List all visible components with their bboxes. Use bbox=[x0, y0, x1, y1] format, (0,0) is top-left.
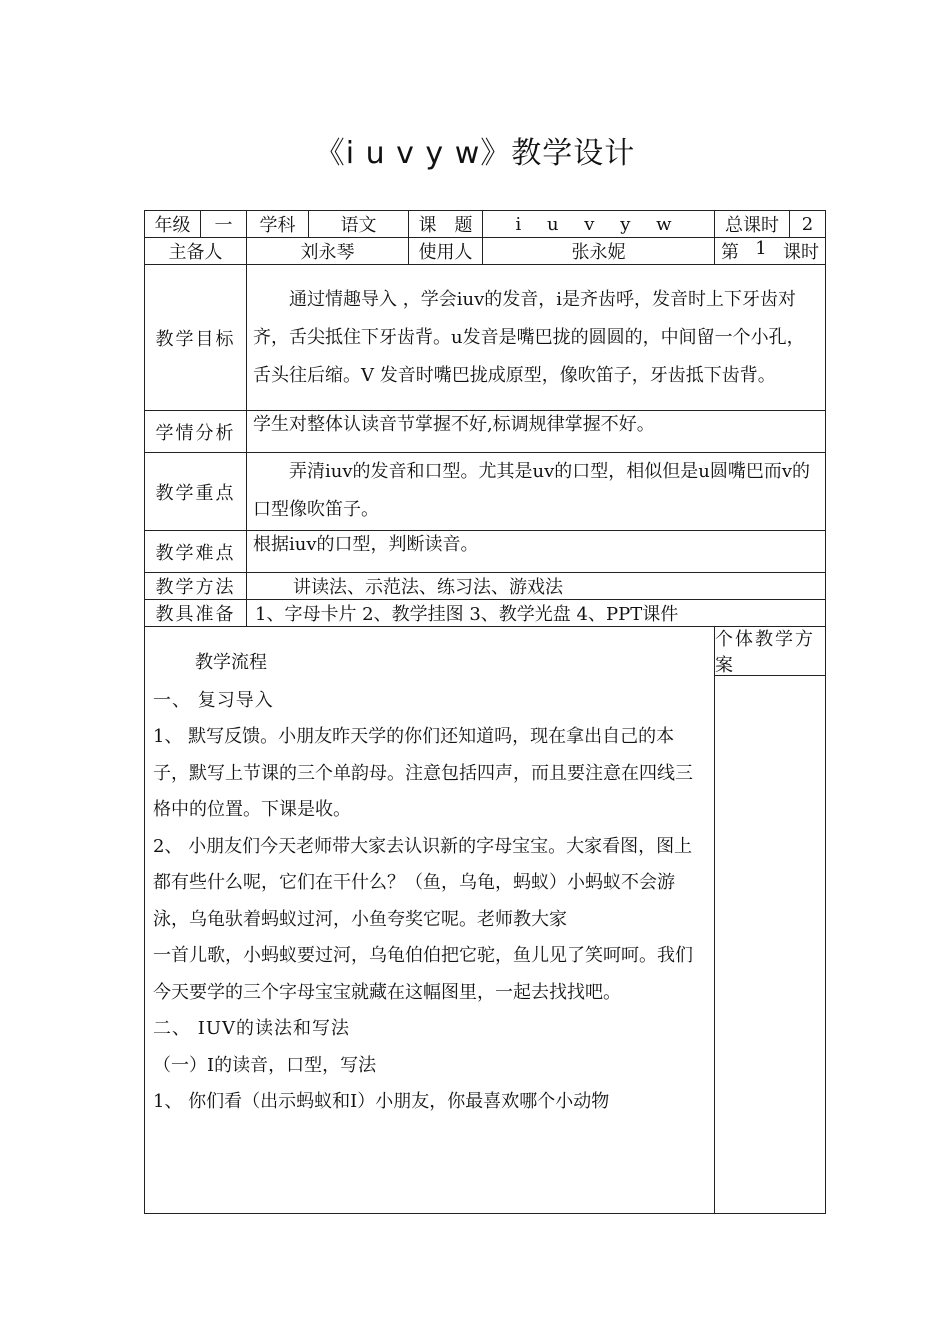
teaching-flow-row bbox=[145, 627, 826, 1214]
section-text: 学生对整体认读音节掌握不好,标调规律掌握不好。 bbox=[247, 411, 826, 453]
topic-value: i u v y w bbox=[483, 211, 715, 238]
section-row-difficulties bbox=[145, 531, 826, 573]
grade-value: 一 bbox=[201, 211, 247, 238]
section-text: 讲读法、示范法、练习法、游戏法 bbox=[247, 573, 826, 600]
lesson-prefix: 第 bbox=[721, 242, 740, 263]
section-label: 教学方法 bbox=[145, 573, 247, 600]
section-text: 通过情趣导入 ，学会iuv的发音，i是齐齿呼，发音时上下牙齿对齐，舌尖抵住下牙齿背。u发音是嘴巴拢的圆圆的，中间留一个小孔，舌头往后缩。V 发音时嘴巴拢成原型，像吹笛子，牙齿抵下齿背。 bbox=[247, 265, 826, 411]
total-hours-value: 2 bbox=[790, 211, 826, 238]
user-label: 使用人 bbox=[409, 238, 483, 265]
subject-value: 语文 bbox=[309, 211, 409, 238]
teaching-flow-cell bbox=[145, 627, 715, 1214]
section-label: 教具准备 bbox=[145, 600, 247, 627]
preparer-value: 刘永琴 bbox=[247, 238, 409, 265]
lesson-suffix: 课时 bbox=[783, 242, 819, 263]
lesson-number-cell bbox=[715, 238, 826, 265]
lesson-plan-table bbox=[144, 210, 826, 1214]
flow-line: 2、 小朋友们今天老师带大家去认识新的字母宝宝。大家看图，图上都有些什么呢，它们在干什么？（鱼，乌龟，蚂蚁）小蚂蚁不会游泳，乌龟驮着蚂蚁过河，小鱼夸奖它呢。老师教大家 bbox=[153, 835, 693, 930]
header-row-2 bbox=[145, 238, 826, 265]
individual-plan-heading: 个体教学方案 bbox=[715, 627, 825, 676]
flow-line: 1、 你们看（出示蚂蚁和I）小朋友，你最喜欢哪个小动物 bbox=[153, 1091, 610, 1112]
section-label: 学情分析 bbox=[145, 411, 247, 453]
flow-line: 二、 IUV的读法和写法 bbox=[153, 1018, 351, 1039]
section-row-objectives bbox=[145, 265, 826, 411]
flow-heading: 教学流程 bbox=[195, 652, 267, 673]
individual-plan-cell bbox=[715, 627, 826, 1214]
section-row-key-points bbox=[145, 453, 826, 531]
section-row-materials bbox=[145, 600, 826, 627]
topic-label: 课 题 bbox=[409, 211, 483, 238]
document-title: 《i u v y w》教学设计 bbox=[314, 136, 636, 171]
user-value: 张永妮 bbox=[483, 238, 715, 265]
flow-line: 1、 默写反馈。小朋友昨天学的你们还知道吗，现在拿出自己的本子，默写上节课的三个单韵母。注意包括四声，而且要注意在四线三格中的位置。下课是收。 bbox=[153, 726, 693, 820]
preparer-label: 主备人 bbox=[145, 238, 247, 265]
section-text: 1、字母卡片 2、教学挂图 3、教学光盘 4、PPT课件 bbox=[247, 600, 826, 627]
subject-label: 学科 bbox=[247, 211, 309, 238]
section-row-methods bbox=[145, 573, 826, 600]
section-label: 教学目标 bbox=[145, 265, 247, 411]
grade-label: 年级 bbox=[145, 211, 201, 238]
flow-line: （一）I的读音，口型，写法 bbox=[153, 1054, 377, 1076]
flow-line: 一、 复习导入 bbox=[153, 689, 274, 711]
section-label: 教学难点 bbox=[145, 531, 247, 573]
header-row-1 bbox=[145, 211, 826, 238]
section-label: 教学重点 bbox=[145, 453, 247, 531]
flow-line: 一首儿歌，小蚂蚁要过河，乌龟伯伯把它驼，鱼儿见了笑呵呵。我们今天要学的三个字母宝宝就藏在这幅图里，一起去找找吧。 bbox=[153, 945, 693, 1003]
section-text: 弄清iuv的发音和口型。尤其是uv的口型，相似但是u圆嘴巴而v的口型像吹笛子。 bbox=[247, 453, 826, 531]
total-hours-label: 总课时 bbox=[715, 211, 790, 238]
section-text: 根据iuv的口型，判断读音。 bbox=[247, 531, 826, 573]
section-row-analysis bbox=[145, 411, 826, 453]
lesson-number: 1 bbox=[755, 238, 767, 259]
